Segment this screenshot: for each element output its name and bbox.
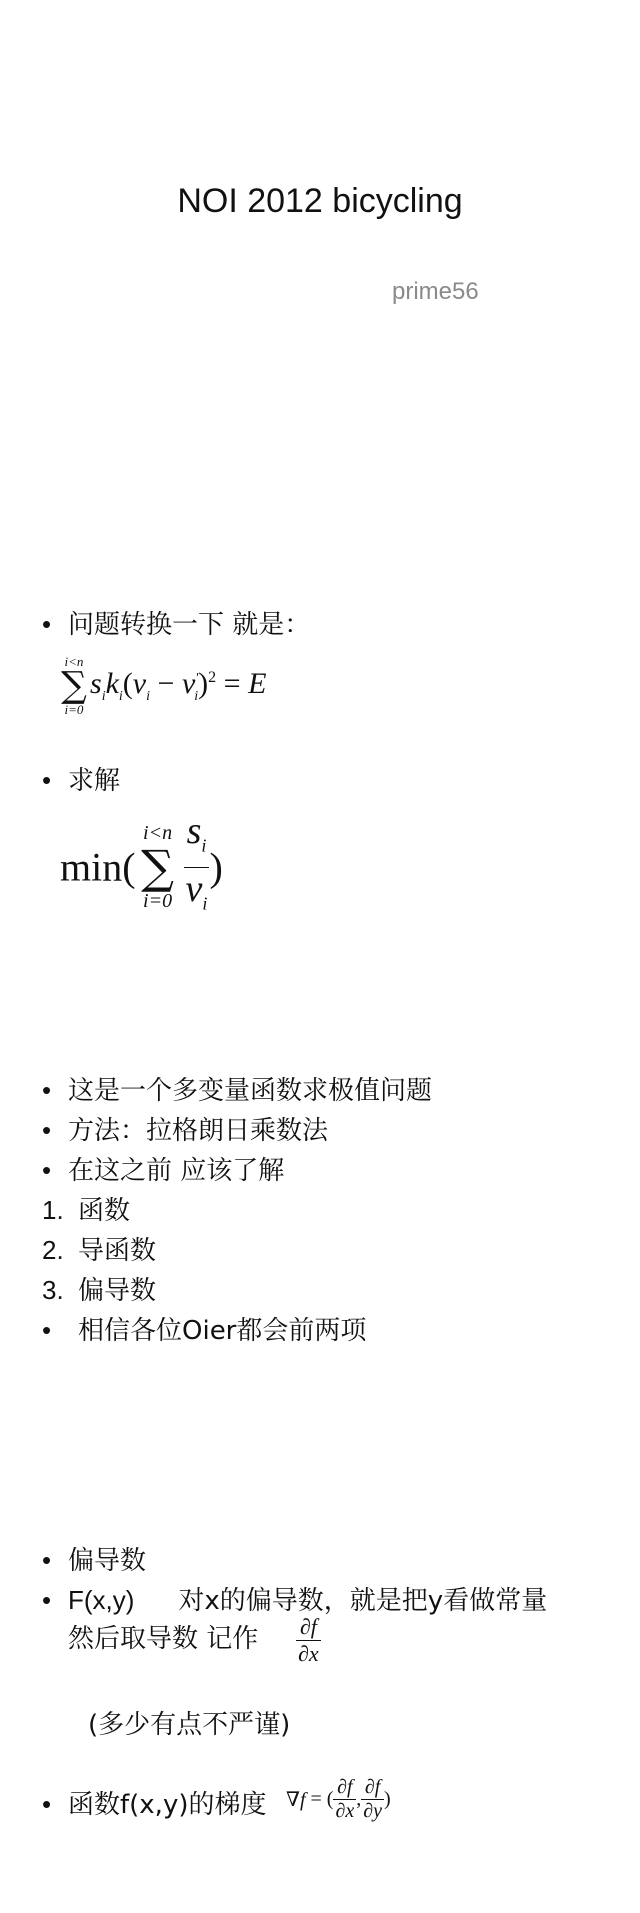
list-item: • 这是一个多变量函数求极值问题 bbox=[42, 1075, 433, 1106]
list-item: 1. 函数 bbox=[42, 1195, 131, 1226]
partial-derivative-slide bbox=[0, 1520, 640, 1913]
fraction: $\frac{s_i}{v_i}$ bbox=[185, 810, 208, 914]
summation: i<n ∑ i=0 bbox=[141, 822, 174, 913]
list-item: 2. 导函数 bbox=[42, 1235, 157, 1266]
bullet-partial-definition: • F(x,y) 对x的偏导数，就是把y看做常量 bbox=[42, 1585, 548, 1616]
list-item: • 相信各位Oier都会前两项 bbox=[42, 1315, 367, 1346]
objective-equation: min( i<n ∑ i=0 $\frac{s_i}{v_i}$ ) bbox=[60, 810, 223, 924]
bullet-problem-transform: • 问题转换一下 就是： bbox=[42, 609, 311, 640]
slide-title: NOI 2012 bicycling bbox=[177, 182, 463, 220]
bullet-partial-derivative: • 偏导数 bbox=[42, 1545, 147, 1576]
list-item: • 方法：拉格朗日乘数法 bbox=[42, 1115, 329, 1146]
rigor-note: (多少有点不严谨) bbox=[88, 1710, 291, 1740]
slide-author: prime56 bbox=[392, 278, 479, 305]
bullet-solve: • 求解 bbox=[42, 765, 121, 796]
energy-equation: i<n ∑ i=0 $s_ik_i(v_i - v'_i)^2 = E$ bbox=[58, 655, 266, 717]
list-item: • 在这之前 应该了解 bbox=[42, 1155, 285, 1186]
summation: i<n ∑ i=0 bbox=[61, 654, 87, 717]
partial-fraction: $\frac{\partial f}{\partial x}$ bbox=[298, 1614, 319, 1666]
method-slide bbox=[0, 1050, 640, 1470]
partial-definition-line2: 然后取导数 记作 bbox=[68, 1624, 259, 1654]
problem-slide bbox=[0, 560, 640, 990]
gradient-formula: ∇f = ( $\frac{\partial f}{\partial x}$ , $\frac{\partial f}{\partial y}$ ) bbox=[286, 1776, 391, 1822]
title-slide bbox=[0, 0, 640, 420]
list-item: 3. 偏导数 bbox=[42, 1275, 157, 1306]
bullet-gradient: • 函数f(x,y)的梯度 bbox=[42, 1789, 267, 1820]
